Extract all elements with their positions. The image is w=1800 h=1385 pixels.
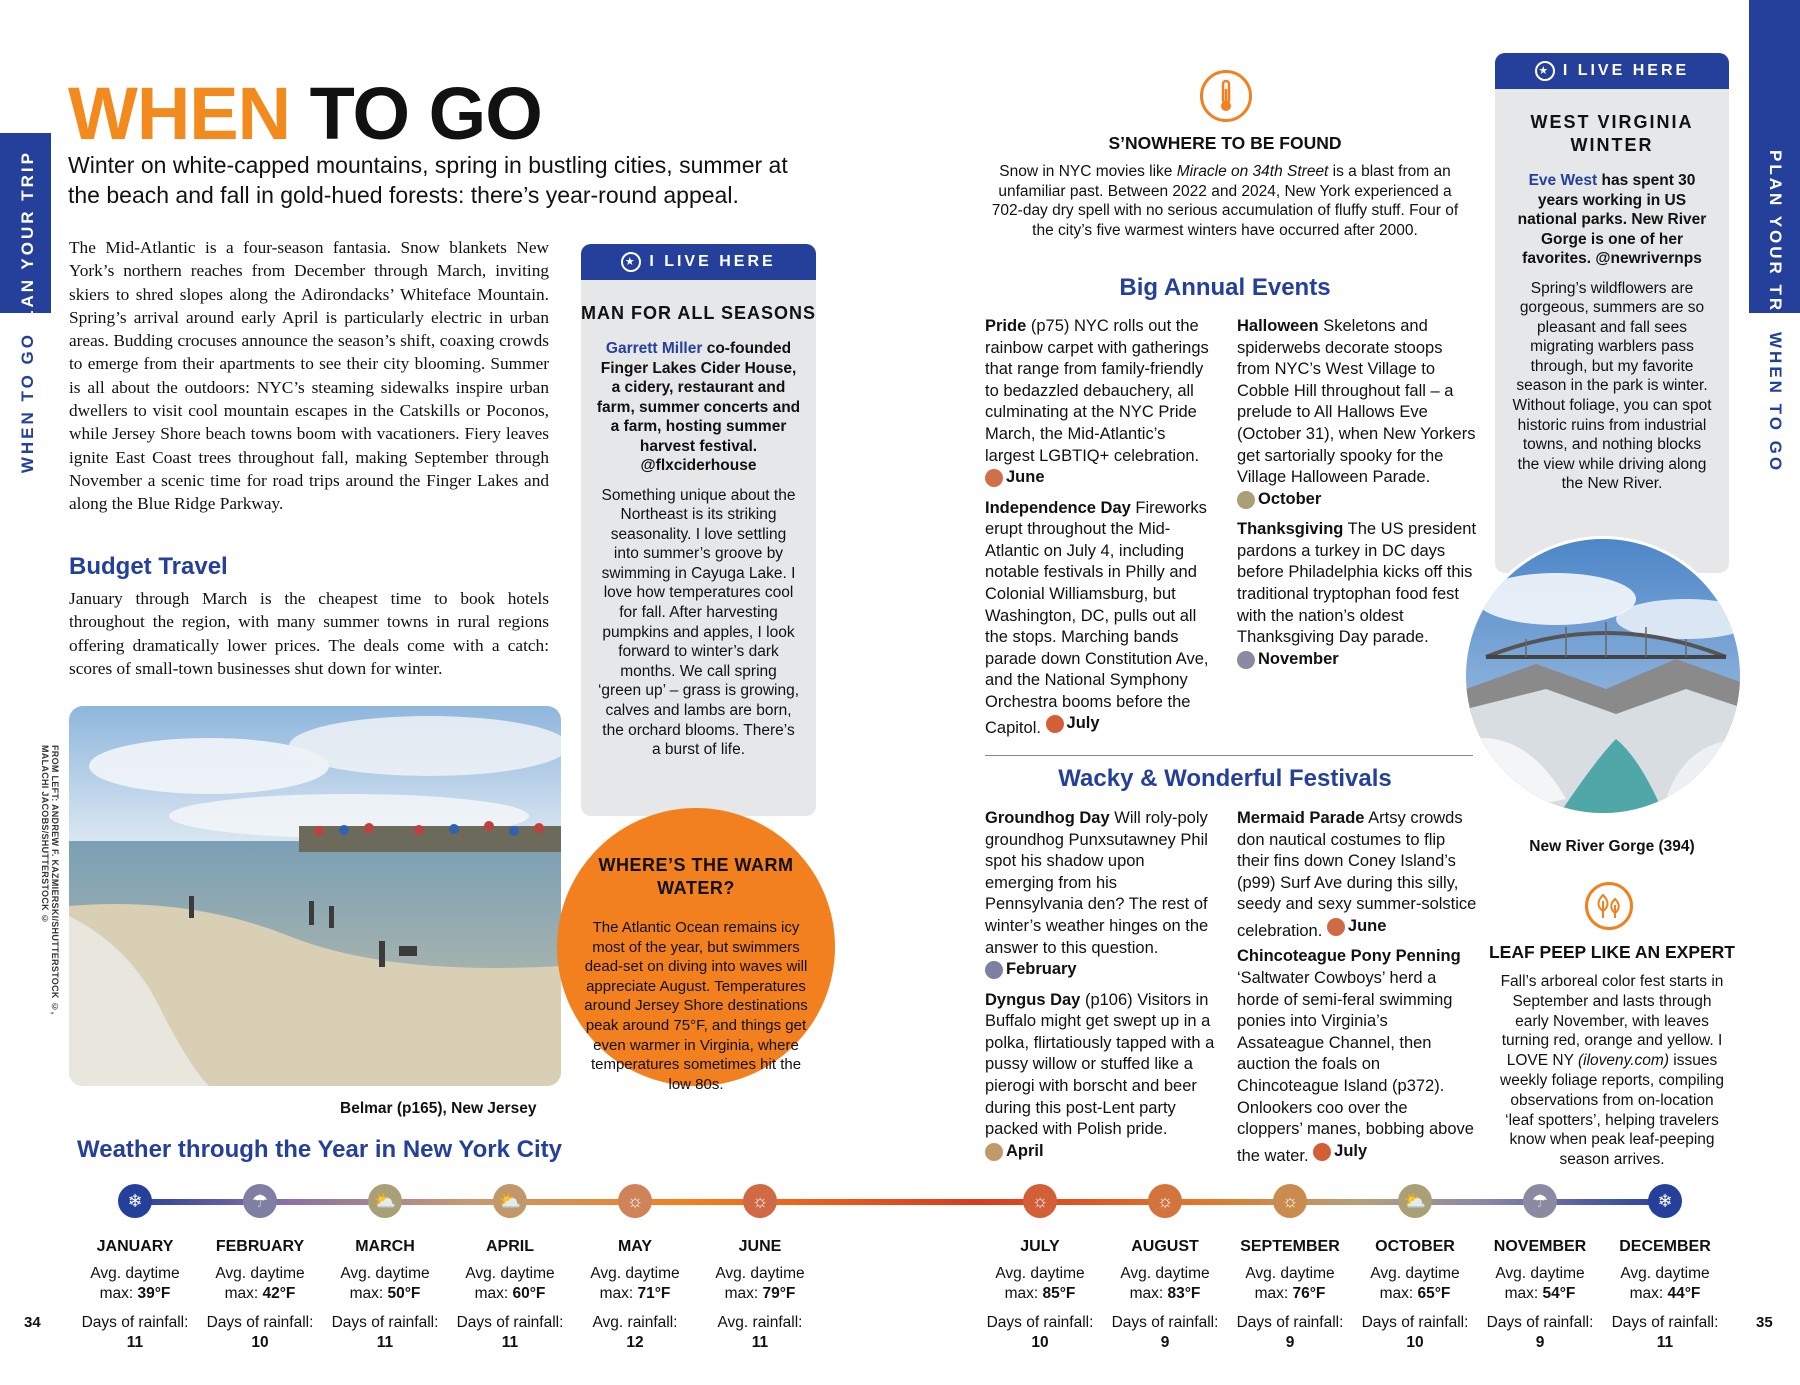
rain-cloud-icon (1237, 651, 1255, 669)
sun-icon (1327, 918, 1345, 936)
weather-month-april (450, 1184, 570, 1353)
month-name: FEBRUARY (215, 1238, 305, 1255)
card-title: WEST VIRGINIA WINTER (1530, 112, 1694, 155)
sun-icon: ☼ (618, 1184, 652, 1218)
snow-text: Snow in NYC movies like Miracle on 34th Street is a blast from an unfamiliar past. Between 2022 and 2024, New York experienced a 702-day dry spell with no serious accumulation of fluffy stuff. Four of the city’s five warmest winters have occurred after 2000. (991, 163, 1459, 239)
month-temp: Avg. daytime max: 39°F (90, 1265, 180, 1302)
page-number-right: 35 (1756, 1314, 1773, 1331)
month-name: JULY (1020, 1238, 1060, 1255)
photo-credit: FROM LEFT: ANDREW F. KAZMIERSKI/SHUTTERSTOCK ©, MALACHI JACOBS/SHUTTERSTOCK © (40, 745, 60, 1015)
sun-icon (985, 469, 1003, 487)
weather-heading: Weather through the Year in New York City (77, 1136, 563, 1163)
month-temp: Avg. daytime max: 50°F (340, 1265, 430, 1302)
intro-paragraph: The Mid-Atlantic is a four-season fantasia. Snow blankets New York’s northern reaches from December through March, inviting skiers to shred slopes along the Adirondacks’ Whiteface Mountain. Spring’s arrival around early April is particularly electric in urban areas. Budding crocuses announce the season’s shift, coaxing crowds to emerge from their apartments to see their city blooming. Summer is all about the outdoors: NYC’s steaming sidewalks inspire urban dwellers to visit cool mountain escapes in the Catskills or Poconos, while Jersey Shore beach towns boom with vacationers. Fiery leaves ignite East Coast trees throughout fall, making September through November a scenic time for road trips around the Finger Lakes and along the Blue Ridge Parkway. (69, 238, 549, 514)
weather-month-july (980, 1184, 1100, 1353)
sun-icon: ☼ (1023, 1184, 1057, 1218)
partly-cloudy-icon: ⛅ (1398, 1184, 1432, 1218)
weather-month-june (700, 1184, 820, 1353)
month-rain: Days of rainfall: 9 (1111, 1314, 1219, 1351)
gorge-photo (1463, 536, 1743, 816)
beach-caption: Belmar (p165), New Jersey (340, 1100, 537, 1117)
month-temp: Avg. daytime max: 65°F (1370, 1265, 1460, 1302)
weather-month-march (325, 1184, 445, 1353)
month-name: NOVEMBER (1493, 1238, 1587, 1255)
event-halloween: Halloween Skeletons and spiderwebs decorate stoops from NYC’s West Village to Cobble Hill throughout fall – a prelude to All Hallows Eve (October 31), when New Yorkers get sartorially spooky for the Village Halloween Parade. October (1237, 317, 1476, 508)
card-header: ★ I LIVE HERE (1495, 53, 1729, 89)
weather-month-february (200, 1184, 320, 1353)
rain-cloud-icon: ☂ (243, 1184, 277, 1218)
events-col-2 (1237, 316, 1477, 675)
month-name: MAY (617, 1238, 653, 1255)
festival-dyngus-day: Dyngus Day (p106) Visitors in Buffalo might get swept up in a polka, flirtatiously tapped with a pussy willow or stuffed like a pierogi with borscht and beer during this post-Lent party packed with Polish pride. April (985, 990, 1215, 1160)
card-title: MAN FOR ALL SEASONS (581, 303, 816, 323)
month-temp: Avg. daytime max: 60°F (465, 1265, 555, 1302)
snow-icon: ❄ (1648, 1184, 1682, 1218)
weather-month-august (1105, 1184, 1225, 1353)
month-rain: Days of rainfall: 11 (81, 1314, 189, 1351)
festival-mermaid-parade: Mermaid Parade Artsy crowds don nautical costumes to flip their fins down Coney Island’s (p99) Surf Ave during this silly, seedy and sexy summer-solstice celebration. June (1237, 809, 1477, 940)
month-rain: Days of rainfall: 9 (1236, 1314, 1344, 1351)
snow-title: S’NOWHERE TO BE FOUND (1108, 133, 1342, 153)
i-live-here-card-eve (1495, 53, 1729, 573)
leaf-text: Fall’s arboreal color fest starts in September and lasts through early November, with leaves turning red, orange and yellow. I LOVE NY (iloveny.com) issues weekly foliage reports, compiling observations from on-location ‘leaf spotters’, helping travelers know when peak leaf-peeping season arrives. (1500, 973, 1724, 1169)
month-name: APRIL (486, 1238, 534, 1255)
side-tab-left-section: WHEN TO GO (18, 332, 37, 474)
event-thanksgiving: Thanksgiving The US president pardons a turkey in DC days before Philadelphia kicks off this traditional tryptophan food fest with the nation’s oldest Thanksgiving Day parade. November (1237, 520, 1477, 668)
big-events-heading: Big Annual Events (1119, 274, 1331, 301)
thermometer-icon (1200, 70, 1252, 122)
budget-heading: Budget Travel (69, 553, 228, 580)
festival-groundhog-day: Groundhog Day Will roly-poly groundhog Punxsutawney Phil spot his shadow upon emerging from his Pennsylvania den? The rest of winter’s weather hinges on the answer to this question. February (985, 809, 1209, 979)
card-body: Something unique about the Northeast is its striking seasonality. I love settling into summer’s groove by swimming in Cayuga Lake. I love how temperatures cool for fall. After harvesting pumpkins and apples, I look forward to winter’s dark months. We call spring ‘green up’ – grass is growing, calves and lambs are born, the orchard blooms. There’s a burst of life. (597, 486, 800, 759)
month-rain: Avg. rainfall: 12 (592, 1314, 678, 1351)
month-temp: Avg. daytime max: 44°F (1620, 1265, 1710, 1302)
sun-icon: ☼ (1273, 1184, 1307, 1218)
sun-icon (1313, 1143, 1331, 1161)
month-rain: Days of rainfall: 10 (1361, 1314, 1469, 1351)
card-body: Spring’s wildflowers are gorgeous, summers are so pleasant and fall sees migrating warblers pass through, but my favorite season in the park is winter. Without foliage, you can spot historic ruins from industrial towns, and nothing blocks the view while driving along the New River. (1512, 279, 1712, 493)
month-temp: Avg. daytime max: 54°F (1495, 1265, 1585, 1302)
weather-month-december (1605, 1184, 1725, 1353)
month-name: MARCH (355, 1238, 415, 1255)
weather-month-october (1355, 1184, 1475, 1353)
month-rain: Avg. rainfall: 11 (717, 1314, 803, 1351)
sun-icon: ☼ (1148, 1184, 1182, 1218)
month-rain: Days of rainfall: 11 (456, 1314, 564, 1351)
sun-icon: ☼ (743, 1184, 777, 1218)
rain-cloud-icon: ☂ (1523, 1184, 1557, 1218)
star-badge-icon: ★ (621, 252, 641, 272)
partly-cloudy-icon (1237, 491, 1255, 509)
page-title: WHEN TO GO (68, 72, 542, 155)
side-tab-right-label: PLAN YOUR TRIP (1766, 150, 1785, 336)
weather-month-november (1480, 1184, 1600, 1353)
month-rain: Days of rainfall: 9 (1486, 1314, 1594, 1351)
warm-water-title: WHERE’S THE WARM WATER? (598, 855, 794, 898)
month-name: AUGUST (1131, 1238, 1199, 1255)
partly-cloudy-icon (985, 1143, 1003, 1161)
budget-paragraph: January through March is the cheapest time to book hotels throughout the region, with many summer towns in rural regions offering dramatically lower prices. The deals come with a catch: scores of small-town businesses shut down for winter. (69, 589, 549, 678)
month-name: JUNE (738, 1238, 782, 1255)
wacky-col-2 (1237, 808, 1477, 1167)
partly-cloudy-icon: ⛅ (368, 1184, 402, 1218)
section-divider (985, 755, 1473, 756)
warm-water-callout (557, 808, 835, 1093)
star-badge-icon: ★ (1535, 61, 1555, 81)
month-temp: Avg. daytime max: 42°F (215, 1265, 305, 1302)
month-rain: Days of rainfall: 10 (206, 1314, 314, 1351)
month-rain: Days of rainfall: 11 (1611, 1314, 1719, 1351)
side-tab-left-label: PLAN YOUR TRIP (18, 150, 37, 336)
month-name: SEPTEMBER (1240, 1238, 1340, 1255)
leaves-icon (1585, 882, 1633, 930)
events-col-1 (985, 316, 1215, 740)
event-independence-day: Independence Day Fireworks erupt throughout the Mid-Atlantic on July 4, including notable festivals in Philly and Colonial Williamsburg, but Washington, DC, pulls out all the stops. Marching bands parade down Constitution Ave, and the National Symphony Orchestra booms before the Capitol. July (985, 498, 1209, 738)
weather-month-september (1230, 1184, 1350, 1353)
card-intro: Garrett Miller co-founded Finger Lakes Cider House, a cidery, restaurant and farm, summer concerts and a farm, hosting summer harvest festival. @flxciderhouse (596, 340, 801, 474)
leaf-title: LEAF PEEP LIKE AN EXPERT (1488, 942, 1736, 962)
rain-cloud-icon (985, 961, 1003, 979)
month-temp: Avg. daytime max: 76°F (1245, 1265, 1335, 1302)
month-name: OCTOBER (1375, 1238, 1455, 1255)
snow-icon: ❄ (118, 1184, 152, 1218)
weather-month-january (75, 1184, 195, 1353)
card-intro: Eve West has spent 30 years working in US national parks. New River Gorge is one of her favorites. @newrivernps (1517, 172, 1707, 267)
month-name: JANUARY (96, 1238, 174, 1255)
event-pride: Pride (p75) NYC rolls out the rainbow carpet with gatherings that range from family-friendly to bedazzled debauchery, all culminating at the NYC Pride March, the Mid-Atlantic’s largest LGBTIQ+ celebration. June (985, 317, 1209, 487)
wacky-heading: Wacky & Wonderful Festivals (1058, 765, 1392, 792)
side-tab-right-section: WHEN TO GO (1766, 332, 1785, 474)
gorge-caption: New River Gorge (394) (1529, 838, 1695, 855)
festival-pony-penning: Chincoteague Pony Penning ‘Saltwater Cowboys’ herd a horde of semi-feral swimming ponies into Virginia’s Assateague Channel, then auction the foals on Chincoteague Island (p372). Onlookers coo over the cloppers’ manes, bobbing above the water. July (1237, 947, 1474, 1165)
month-temp: Avg. daytime max: 83°F (1120, 1265, 1210, 1302)
partly-cloudy-icon: ⛅ (493, 1184, 527, 1218)
beach-photo (69, 706, 561, 1086)
card-header: ★ I LIVE HERE (581, 244, 816, 280)
month-rain: Days of rainfall: 11 (331, 1314, 439, 1351)
warm-water-text: The Atlantic Ocean remains icy most of the year, but swimmers dead-set on diving into waves will appreciate August. Temperatures around Jersey Shore destinations peak around 75°F, and things get even warmer in Virginia, where temperatures sometimes hit the low 80s. (584, 919, 808, 1093)
wacky-col-1 (985, 808, 1215, 1167)
month-temp: Avg. daytime max: 85°F (995, 1265, 1085, 1302)
weather-month-may (575, 1184, 695, 1353)
page-subtitle: Winter on white-capped mountains, spring in bustling cities, summer at the beach and fall in gold-hued forests: there’s year-round appeal. (68, 152, 788, 208)
month-name: DECEMBER (1619, 1238, 1711, 1255)
month-rain: Days of rainfall: 10 (986, 1314, 1094, 1351)
page-number-left: 34 (24, 1314, 41, 1331)
sun-icon (1046, 715, 1064, 733)
i-live-here-card-garrett (581, 244, 816, 816)
month-temp: Avg. daytime max: 79°F (715, 1265, 805, 1302)
month-temp: Avg. daytime max: 71°F (590, 1265, 680, 1302)
